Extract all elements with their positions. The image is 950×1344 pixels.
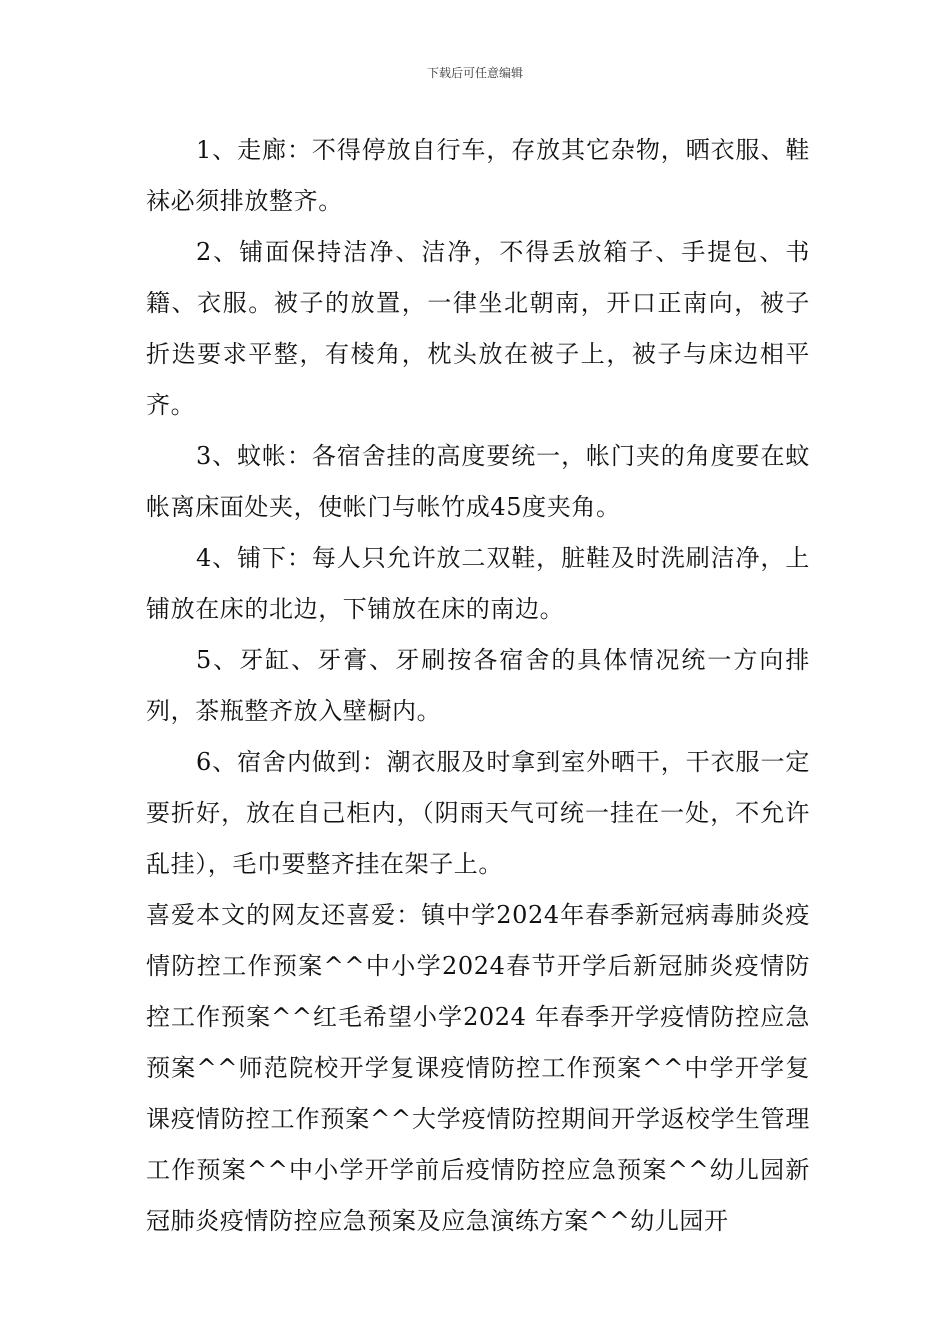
rule-paragraph-corridor: 1、走廊：不得停放自行车，存放其它杂物，晒衣服、鞋袜必须排放整齐。 xyxy=(146,136,810,215)
rule-paragraph-mosquito-net: 3、蚊帐：各宿舍挂的高度要统一，帐门夹的角度要在蚊帐离床面处夹，使帐门与帐竹成45度夹角。 xyxy=(146,442,810,521)
rule-paragraph-under-bed: 4、铺下：每人只允许放二双鞋，脏鞋及时洗刷洁净，上铺放在床的北边，下铺放在床的南边。 xyxy=(146,544,810,623)
related-articles: 喜爱本文的网友还喜爱：镇中学2024年春季新冠病毒肺炎疫情防控工作预案^^中小学2024春节开学后新冠肺炎疫情防控工作预案^^红毛希望小学2024 年春季开学疫情防控应急预案^^师范院校开学复课疫情防控工作预案^^中学开学复课疫情防控工作预案^^大学疫情防控期间开学返校学生管理工作预案^^中小学开学前后疫情防控应急预案^^幼儿园新冠肺炎疫情防控应急预案及应急演练方案^^幼儿园开 xyxy=(146,901,810,1235)
page-header: 下载后可任意编辑 xyxy=(426,66,523,80)
rule-paragraph-clothes: 6、宿舍内做到：潮衣服及时拿到室外晒干，干衣服一定要折好，放在自己柜内，（阴雨天气可统一挂在一处，不允许乱挂），毛巾要整齐挂在架子上。 xyxy=(146,748,810,878)
rule-paragraph-bed-surface: 2、铺面保持洁净、洁净，不得丢放箱子、手提包、书籍、衣服。被子的放置，一律坐北朝南，开口正南向，被子折迭要求平整，有棱角，枕头放在被子上，被子与床边相平齐。 xyxy=(146,238,810,419)
document-body xyxy=(146,125,810,1247)
rule-paragraph-toiletries: 5、牙缸、牙膏、牙刷按各宿舍的具体情况统一方向排列，茶瓶整齐放入壁橱内。 xyxy=(146,646,810,725)
